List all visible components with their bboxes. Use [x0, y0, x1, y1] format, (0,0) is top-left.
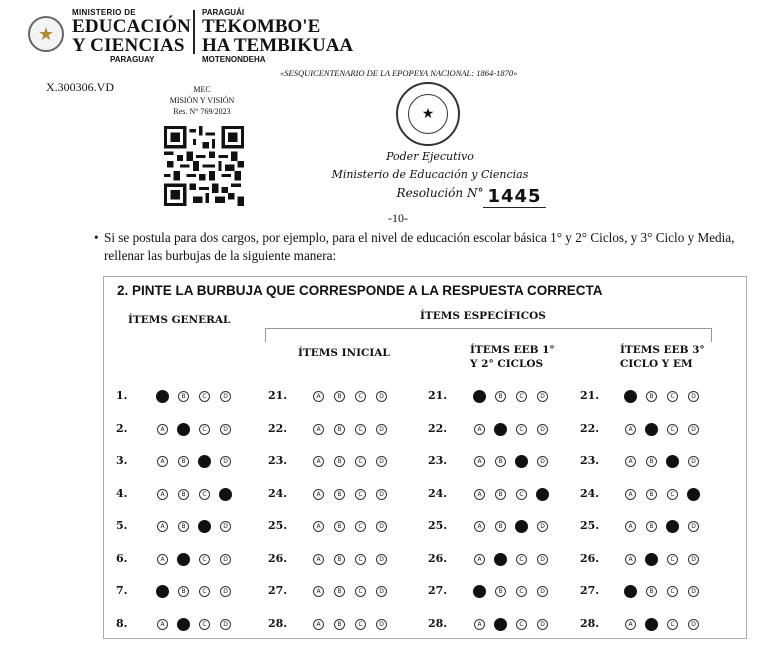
answer-bubble[interactable]: A	[474, 521, 485, 532]
answer-bubble[interactable]: B	[495, 456, 506, 467]
answer-bubble-filled[interactable]	[494, 423, 507, 436]
resolucion-label: Resolución N°	[396, 186, 484, 200]
answer-bubble[interactable]: D	[376, 424, 387, 435]
star-icon: ★	[408, 94, 448, 134]
answer-bubble[interactable]: A	[313, 424, 324, 435]
header-items-eeb12	[470, 343, 555, 371]
answer-bubble[interactable]: D	[220, 391, 231, 402]
guarani-logo	[202, 8, 353, 64]
answer-bubble-filled[interactable]	[515, 520, 528, 533]
answer-bubble[interactable]: B	[334, 521, 345, 532]
answer-bubble[interactable]: B	[646, 391, 657, 402]
mec-qr-caption	[160, 84, 244, 117]
header-items-eeb3	[620, 343, 705, 371]
item-number: 4.	[116, 487, 128, 500]
answer-bubble[interactable]: A	[157, 424, 168, 435]
answer-bubble[interactable]: D	[688, 456, 699, 467]
item-number: 23.	[268, 454, 288, 467]
answer-bubble[interactable]: C	[355, 554, 366, 565]
answer-bubble[interactable]: D	[537, 554, 548, 565]
answer-bubble[interactable]: A	[313, 456, 324, 467]
answer-bubble[interactable]: A	[313, 586, 324, 597]
resolucion-line	[350, 186, 542, 207]
header-eeb12-line2: Y 2° CICLOS	[470, 358, 544, 370]
answer-bubble[interactable]: A	[474, 619, 485, 630]
answer-bubble[interactable]: A	[313, 619, 324, 630]
guarani-sub: MOTENONDEHA	[202, 55, 266, 64]
answer-bubble-filled[interactable]	[666, 455, 679, 468]
answer-bubble[interactable]: B	[178, 586, 189, 597]
answer-bubble-filled[interactable]	[666, 520, 679, 533]
item-number: 22.	[428, 422, 448, 435]
item-number: 28.	[268, 617, 288, 630]
item-number: 21.	[428, 389, 448, 402]
guarani-small: PARAGUÁI	[202, 8, 245, 17]
answer-bubble[interactable]: D	[537, 424, 548, 435]
answer-bubble-filled[interactable]	[219, 488, 232, 501]
item-number: 22.	[580, 422, 600, 435]
answer-bubble-filled[interactable]	[177, 553, 190, 566]
answer-bubble[interactable]: C	[355, 424, 366, 435]
item-number: 24.	[268, 487, 288, 500]
answer-bubble[interactable]: A	[625, 554, 636, 565]
document-code: X.300306.VD	[46, 80, 114, 94]
header-items-general: ÍTEMS GENERAL	[128, 314, 231, 326]
answer-bubble[interactable]: D	[220, 424, 231, 435]
ministry-line1: EDUCACIÓN	[72, 16, 191, 37]
item-number: 5.	[116, 519, 128, 532]
answer-bubble-filled[interactable]	[494, 553, 507, 566]
res-label: Res. N° 769/2023	[173, 107, 231, 116]
answer-bubble[interactable]: A	[313, 391, 324, 402]
answer-bubble[interactable]: C	[667, 554, 678, 565]
answer-bubble-filled[interactable]	[645, 618, 658, 631]
answer-bubble[interactable]: B	[495, 489, 506, 500]
item-number: 28.	[580, 617, 600, 630]
answer-bubble[interactable]: C	[199, 586, 210, 597]
answer-bubble[interactable]: D	[688, 554, 699, 565]
answer-bubble[interactable]: C	[355, 586, 366, 597]
answer-bubble[interactable]: B	[334, 554, 345, 565]
answer-bubble[interactable]: B	[334, 586, 345, 597]
item-number: 25.	[580, 519, 600, 532]
answer-bubble[interactable]: D	[688, 424, 699, 435]
answer-bubble[interactable]: C	[516, 619, 527, 630]
answer-bubble[interactable]: A	[313, 489, 324, 500]
answer-bubble[interactable]: A	[474, 424, 485, 435]
item-number: 24.	[580, 487, 600, 500]
resolucion-number: 1445	[483, 186, 545, 208]
answer-bubble[interactable]: B	[334, 424, 345, 435]
answer-bubble[interactable]: A	[625, 456, 636, 467]
page-number: -10-	[388, 211, 408, 225]
answer-bubble[interactable]: D	[537, 456, 548, 467]
answer-bubble[interactable]: C	[667, 424, 678, 435]
item-number: 23.	[580, 454, 600, 467]
ministry-seal-icon: ★	[28, 16, 64, 52]
answer-bubble[interactable]: B	[646, 521, 657, 532]
answer-bubble[interactable]: A	[157, 554, 168, 565]
answer-bubble[interactable]: A	[157, 521, 168, 532]
answer-bubble[interactable]: C	[516, 424, 527, 435]
answer-bubble[interactable]: C	[516, 554, 527, 565]
sesquicentenario-banner: «SESQUICENTENARIO DE LA EPOPEYA NACIONAL: 1864-1870»	[280, 68, 518, 78]
answer-bubble-filled[interactable]	[536, 488, 549, 501]
answer-bubble[interactable]: C	[667, 489, 678, 500]
answer-bubble-filled[interactable]	[198, 455, 211, 468]
answer-bubble[interactable]: B	[646, 586, 657, 597]
answer-bubble[interactable]: A	[474, 456, 485, 467]
answer-bubble[interactable]: D	[688, 391, 699, 402]
item-number: 26.	[428, 552, 448, 565]
ministerio-script: Ministerio de Educación y Ciencias	[331, 168, 529, 181]
item-number: 27.	[268, 584, 288, 597]
header-eeb3-line2: CICLO Y EM	[620, 358, 693, 370]
item-number: 24.	[428, 487, 448, 500]
item-number: 8.	[116, 617, 128, 630]
item-number: 1.	[116, 389, 128, 402]
answer-bubble[interactable]: D	[688, 521, 699, 532]
answer-bubble[interactable]: D	[537, 586, 548, 597]
answer-bubble-filled[interactable]	[156, 390, 169, 403]
bullet-dot-icon: •	[94, 230, 99, 245]
item-number: 25.	[268, 519, 288, 532]
answer-bubble[interactable]: C	[199, 424, 210, 435]
item-number: 27.	[580, 584, 600, 597]
mec-label: MEC	[193, 85, 211, 94]
answer-bubble[interactable]: C	[199, 619, 210, 630]
answer-bubble[interactable]: D	[688, 619, 699, 630]
answer-bubble[interactable]: A	[625, 619, 636, 630]
item-number: 22.	[268, 422, 288, 435]
answer-bubble[interactable]: B	[495, 521, 506, 532]
answer-bubble[interactable]: D	[376, 554, 387, 565]
especificos-bracket	[265, 328, 712, 342]
answer-bubble[interactable]: C	[355, 391, 366, 402]
logo-divider	[193, 10, 195, 54]
answer-bubble[interactable]: B	[178, 489, 189, 500]
instruction-text: Si se postula para dos cargos, por ejemplo, para el nivel de educación escolar básica 1° y 2° Ciclos, y 3° Ciclo y Media, rellenar las burbujas de la siguiente manera:	[104, 230, 735, 263]
answer-bubble-filled[interactable]	[645, 423, 658, 436]
answer-bubble[interactable]: B	[334, 391, 345, 402]
answer-bubble-filled[interactable]	[624, 390, 637, 403]
republic-seal-icon	[396, 82, 460, 146]
header-items-especificos: ÍTEMS ESPECÍFICOS	[420, 310, 546, 322]
answer-bubble[interactable]: B	[334, 619, 345, 630]
header-eeb3-line1: ÍTEMS EEB 3°	[620, 344, 705, 356]
answer-bubble[interactable]: D	[220, 554, 231, 565]
answer-bubble-filled[interactable]	[156, 585, 169, 598]
answer-bubble[interactable]: A	[313, 554, 324, 565]
form-title: 2. PINTE LA BURBUJA QUE CORRESPONDE A LA RESPUESTA CORRECTA	[117, 283, 603, 298]
answer-bubble[interactable]: D	[376, 391, 387, 402]
answer-bubble[interactable]: C	[355, 489, 366, 500]
instruction-bullet	[94, 229, 754, 265]
answer-bubble[interactable]: D	[537, 619, 548, 630]
ministry-logo	[72, 8, 191, 64]
item-number: 23.	[428, 454, 448, 467]
answer-bubble[interactable]: C	[199, 489, 210, 500]
answer-bubble[interactable]: C	[667, 619, 678, 630]
answer-bubble[interactable]: B	[334, 456, 345, 467]
answer-bubble[interactable]: A	[474, 554, 485, 565]
answer-bubble-filled[interactable]	[473, 390, 486, 403]
answer-bubble[interactable]: B	[178, 391, 189, 402]
item-number: 21.	[580, 389, 600, 402]
answer-bubble-filled[interactable]	[515, 455, 528, 468]
answer-bubble[interactable]: D	[537, 521, 548, 532]
item-number: 3.	[116, 454, 128, 467]
answer-bubble[interactable]: D	[220, 619, 231, 630]
item-number: 27.	[428, 584, 448, 597]
answer-bubble[interactable]: C	[667, 586, 678, 597]
answer-bubble-filled[interactable]	[177, 618, 190, 631]
answer-bubble[interactable]: C	[516, 391, 527, 402]
answer-bubble[interactable]: D	[220, 586, 231, 597]
item-number: 25.	[428, 519, 448, 532]
answer-bubble-filled[interactable]	[473, 585, 486, 598]
ministry-line2: Y CIENCIAS	[72, 35, 185, 56]
answer-bubble-filled[interactable]	[494, 618, 507, 631]
answer-bubble[interactable]: B	[334, 489, 345, 500]
item-number: 26.	[580, 552, 600, 565]
header-items-inicial: ÍTEMS INICIAL	[298, 347, 390, 359]
answer-bubble-filled[interactable]	[198, 520, 211, 533]
answer-bubble-filled[interactable]	[624, 585, 637, 598]
ministry-country: PARAGUAY	[110, 55, 155, 64]
answer-bubble[interactable]: A	[625, 424, 636, 435]
answer-bubble[interactable]: B	[178, 456, 189, 467]
answer-bubble-filled[interactable]	[177, 423, 190, 436]
answer-bubble[interactable]: A	[157, 489, 168, 500]
answer-bubble[interactable]: C	[355, 619, 366, 630]
answer-bubble[interactable]: A	[474, 489, 485, 500]
item-number: 6.	[116, 552, 128, 565]
answer-bubble[interactable]: D	[220, 521, 231, 532]
answer-bubble-filled[interactable]	[645, 553, 658, 566]
answer-bubble[interactable]: D	[376, 489, 387, 500]
answer-bubble[interactable]: B	[495, 391, 506, 402]
guarani-line1: TEKOMBO'E	[202, 16, 321, 37]
ministry-small: MINISTERIO DE	[72, 8, 136, 17]
answer-bubble[interactable]: C	[667, 391, 678, 402]
answer-bubble[interactable]: D	[376, 619, 387, 630]
answer-bubble[interactable]: B	[178, 521, 189, 532]
answer-bubble[interactable]: D	[688, 586, 699, 597]
answer-bubble[interactable]: A	[625, 521, 636, 532]
item-number: 21.	[268, 389, 288, 402]
answer-bubble[interactable]: A	[625, 489, 636, 500]
answer-bubble[interactable]: D	[376, 521, 387, 532]
item-number: 2.	[116, 422, 128, 435]
item-number: 7.	[116, 584, 128, 597]
answer-bubble[interactable]: A	[157, 619, 168, 630]
answer-bubble[interactable]: A	[157, 456, 168, 467]
answer-bubble[interactable]: B	[495, 586, 506, 597]
mision-label: MISIÓN Y VISIÓN	[169, 96, 235, 105]
qr-code-icon	[164, 126, 244, 206]
answer-bubble[interactable]: C	[355, 521, 366, 532]
item-number: 26.	[268, 552, 288, 565]
answer-bubble[interactable]: B	[646, 489, 657, 500]
answer-bubble-filled[interactable]	[687, 488, 700, 501]
poder-ejecutivo: Poder Ejecutivo	[386, 150, 474, 163]
guarani-line2: HA TEMBIKUAA	[202, 35, 354, 56]
answer-bubble[interactable]: C	[355, 456, 366, 467]
answer-bubble[interactable]: D	[537, 391, 548, 402]
answer-bubble[interactable]: C	[516, 586, 527, 597]
answer-bubble[interactable]: C	[516, 489, 527, 500]
answer-bubble[interactable]: D	[376, 456, 387, 467]
item-number: 28.	[428, 617, 448, 630]
answer-bubble[interactable]: B	[646, 456, 657, 467]
header-eeb12-line1: ÍTEMS EEB 1°	[470, 344, 555, 356]
answer-bubble[interactable]: C	[199, 554, 210, 565]
answer-bubble[interactable]: C	[199, 391, 210, 402]
answer-bubble[interactable]: A	[313, 521, 324, 532]
answer-bubble[interactable]: D	[376, 586, 387, 597]
answer-bubble[interactable]: D	[220, 456, 231, 467]
